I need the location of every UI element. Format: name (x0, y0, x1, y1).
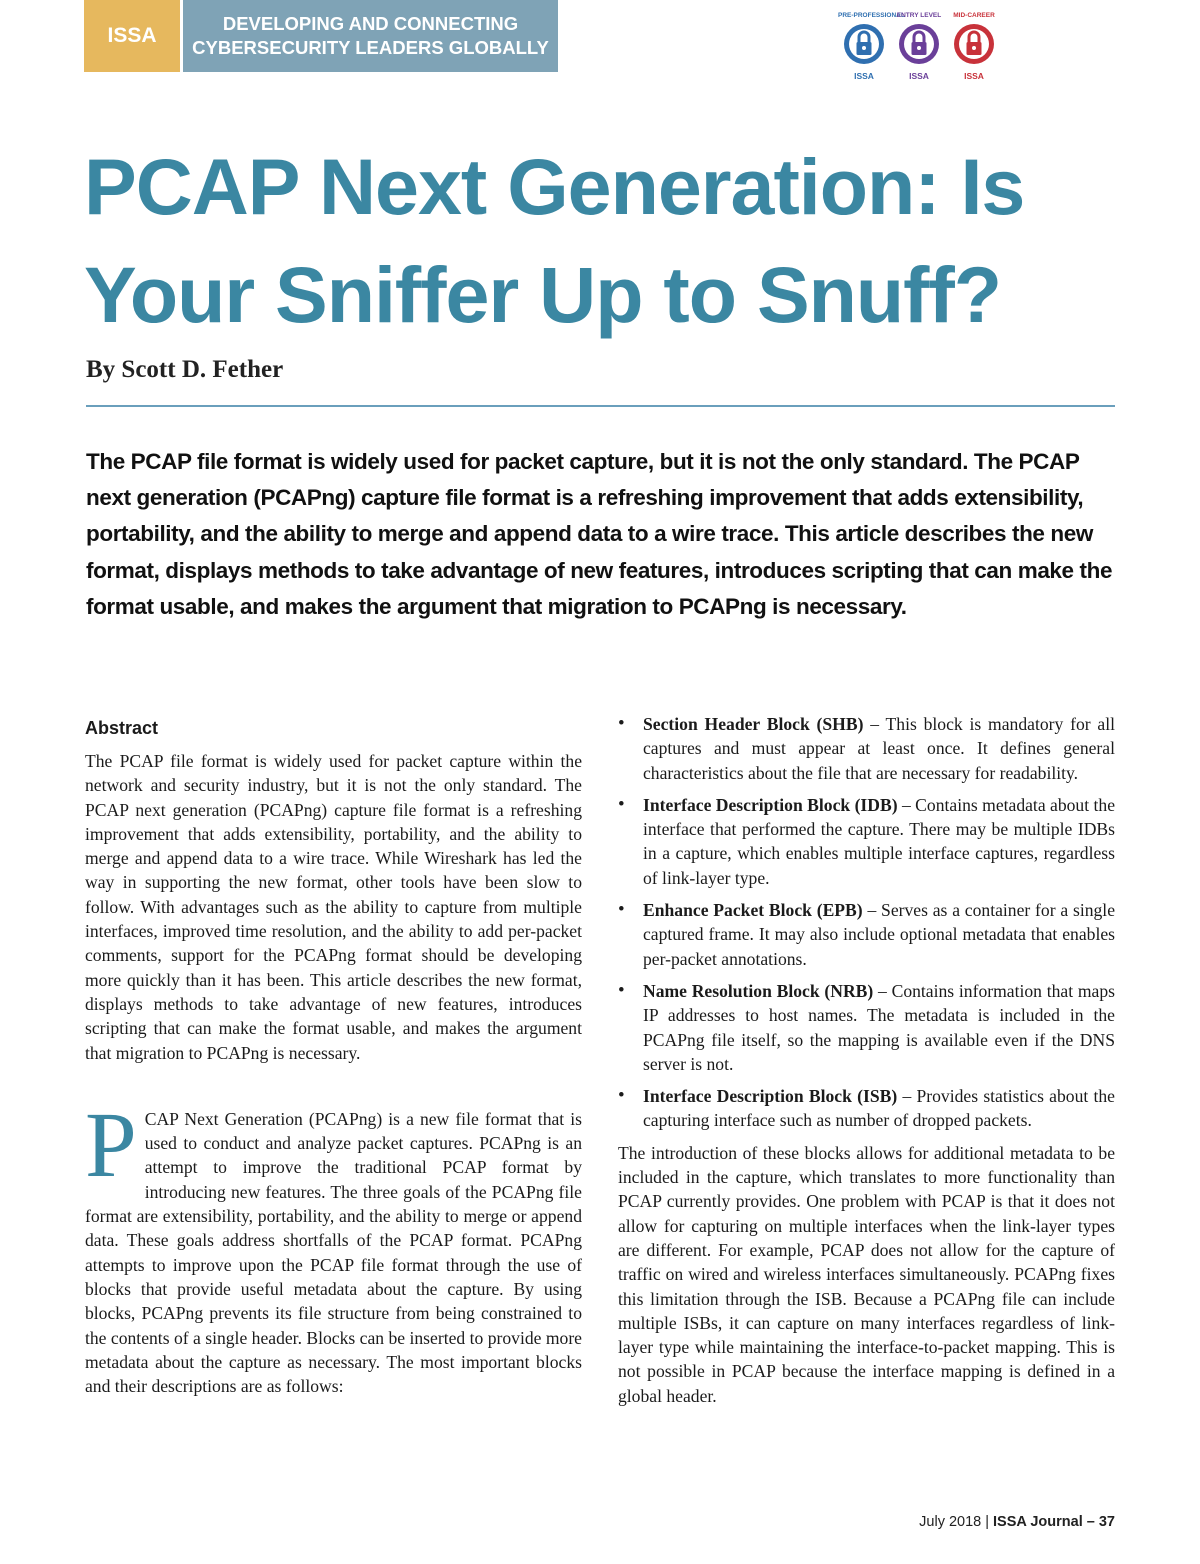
badge-arc-label: PRE-PROFESSIONAL (838, 12, 905, 19)
issue-date: July 2018 (919, 1514, 982, 1530)
left-column (85, 716, 582, 1398)
list-item (618, 1084, 1115, 1133)
badge-label: ISSA (909, 71, 929, 81)
badge-pre-professional (838, 12, 905, 84)
right-column (618, 712, 1115, 1408)
block-term: Interface Description Block (IDB) (643, 794, 898, 815)
drop-cap: P (85, 1093, 137, 1197)
tagline-line-1: DEVELOPING AND CONNECTING (222, 13, 519, 34)
intro-text: CAP Next Generation (PCAPng) is a new file format that is used to conduct and analyze packet captures. PCAPng is an attempt to improve the traditional PCAP format by introducing new features. The three goals of the PCAPng file format are extensibility, portability, and the ability to merge or append data. These goals address shortfalls of the PCAP format. PCAPng attempts to improve upon the PCAP file format through the use of blocks that provide useful metadata about the capture. By using blocks, PCAPng prevents its file structure from being constrained to the contents of a single header. Blocks can be inserted to provide more metadata about the capture as necessary. The most important blocks and their descriptions are as follows: (85, 1108, 582, 1397)
page-footer (919, 1514, 1115, 1530)
article-title (84, 133, 1124, 349)
block-desc: – Contains information that maps IP addresses to host names. The metadata is included in the PCAPng file itself, so the mapping is available even if the DNS server is not. (643, 980, 1115, 1074)
tagline-line-2: CYBERSECURITY LEADERS GLOBALLY (192, 37, 549, 58)
list-item (618, 898, 1115, 971)
title-line-1: PCAP Next Generation: Is (84, 142, 1025, 231)
divider (86, 405, 1115, 407)
intro-paragraph (85, 1093, 582, 1399)
block-desc: – Contains metadata about the interface that performed the capture. There may be multiple IDBs in a capture, which enables multiple interface captures, regardless of link-layer type. (643, 794, 1116, 888)
block-term: Interface Description Block (ISB) (643, 1086, 898, 1107)
closing-paragraph: The introduction of these blocks allows for additional metadata to be included in the capture, which translates to more functionality than PCAP currently provides. One problem with PCAP is that it does not allow for capturing on multiple interfaces when the link-layer types are different. For example, PCAP does not allow for the capture of traffic on wired and wireless interfaces simultaneously. PCAPng fixes this limitation through the ISB. Because a PCAPng file can include multiple ISBs, it can capture on many interfaces regardless of link-layer type while maintaining the interface-to-packet mapping. This is not possible in PCAP because the interface mapping is defined in a global header. (618, 1142, 1115, 1406)
block-term: Name Resolution Block (NRB) (643, 980, 874, 1001)
block-list (618, 712, 1115, 1133)
badge-arc-label: MID-CAREER (953, 12, 995, 19)
badge-mid-career (952, 12, 996, 84)
badge-arc-label: ENTRY LEVEL (896, 12, 942, 19)
block-term: Enhance Packet Block (EPB) (643, 900, 863, 921)
list-item (618, 979, 1115, 1076)
issa-tag: ISSA (84, 0, 180, 72)
list-item (618, 712, 1115, 785)
badge-entry-level (896, 12, 942, 84)
header-banner (84, 0, 558, 72)
journal-page: ISSA Journal – 37 (993, 1514, 1115, 1530)
badge-label: ISSA (964, 71, 984, 81)
career-level-badges (838, 12, 996, 84)
padlock-icon (952, 22, 996, 66)
footer-separator: | (985, 1514, 990, 1530)
article-deck: The PCAP file format is widely used for packet capture, but it is not the only standard. The PCAP next generation (PCAPng) capture file format is a refreshing improvement that adds extensibility, portability, and the ability to merge and append data to a wire trace. This article describes the new format, displays methods to take advantage of new features, introduces scripting that can make the format usable, and makes the argument that migration to PCAPng is necessary. (86, 449, 1113, 619)
abstract-text: The PCAP file format is widely used for packet capture within the network and security industry, but it is not the only standard. The PCAP next generation (PCAPng) capture file format is a refreshing improvement that adds extensibility, portability, and the ability to merge and append data to a wire trace. While Wireshark has led the way in supporting the new format, other tools have been slow to follow. With advantages such as the ability to capture from multiple interfaces, improved time resolution, and the ability to add per-packet comments, support for the PCAPng format should be developing more quickly than it has been. This article describes the new format, displays methods to take advantage of new features, introduces scripting that can make the format usable, and makes the argument that migration to PCAPng is necessary. (85, 751, 582, 1063)
padlock-icon (897, 22, 941, 66)
list-item (618, 793, 1115, 890)
banner-tagline (183, 0, 558, 72)
badge-label: ISSA (854, 71, 874, 81)
padlock-icon (842, 22, 886, 66)
block-term: Section Header Block (SHB) (643, 714, 864, 734)
title-line-2: Your Sniffer Up to Snuff? (84, 250, 1002, 339)
byline: By Scott D. Fether (86, 356, 284, 383)
block-desc: – Serves as a container for a single captured frame. It may also include optional metadata that enables per-packet annotations. (643, 900, 1116, 969)
abstract-heading: Abstract (85, 718, 159, 738)
block-desc: – Provides statistics about the capturing interface such as number of dropped packets. (643, 1086, 1115, 1131)
block-desc: – This block is mandatory for all captures and must appear at least once. It defines general characteristics about the file that are necessary for readability. (643, 714, 1115, 783)
